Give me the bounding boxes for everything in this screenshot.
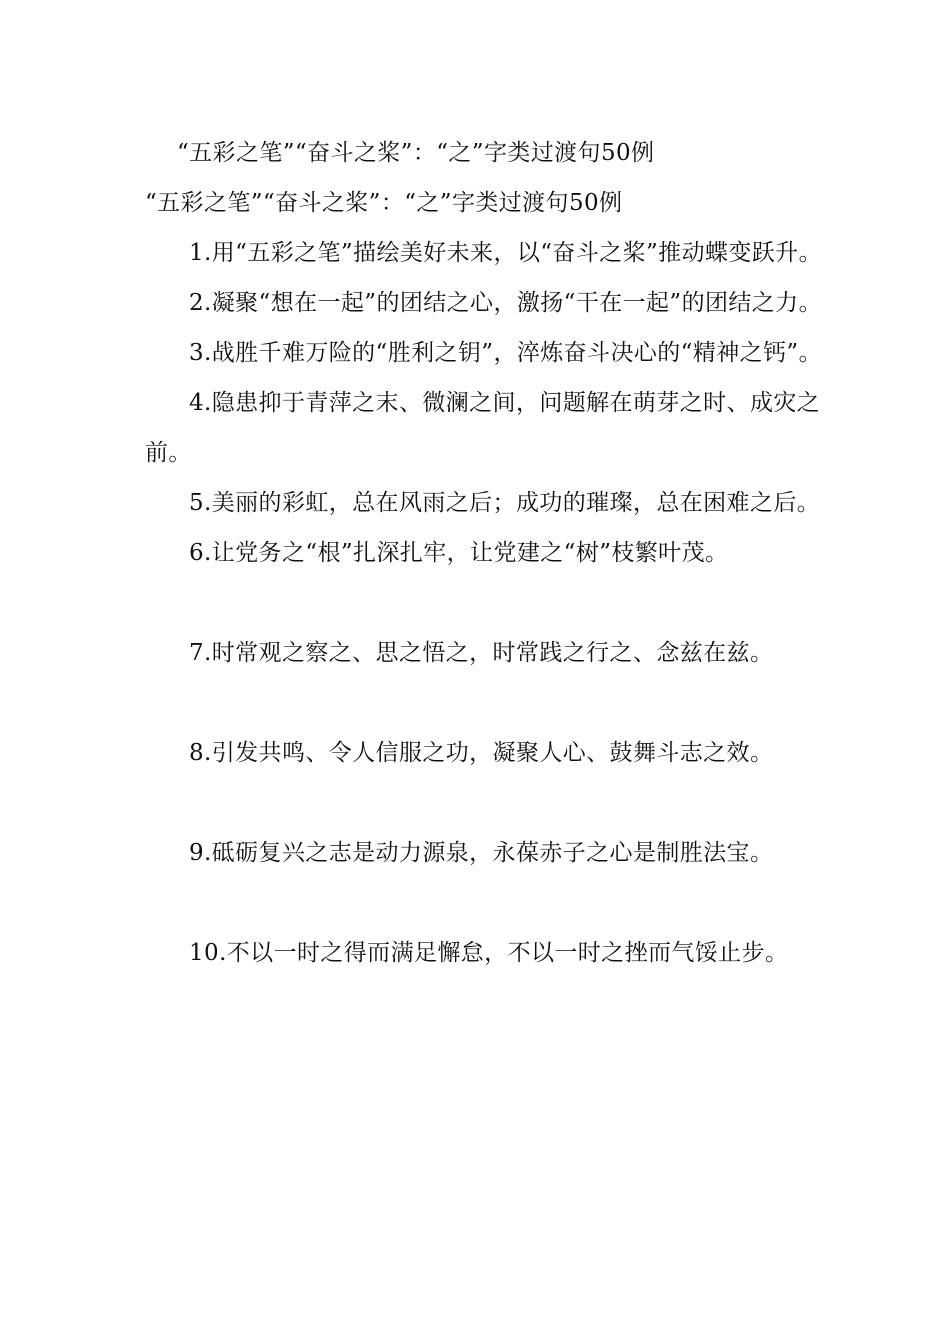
list-item-10: 10.不以一时之得而满足懈怠，不以一时之挫而气馁止步。 — [189, 940, 789, 966]
list-item-7: 7.时常观之察之、思之悟之，时常践之行之、念兹在兹。 — [189, 640, 774, 666]
list-item-2: 2.凝聚“想在一起”的团结之心，激扬“干在一起”的团结之力。 — [189, 290, 822, 316]
list-item-1: 1.用“五彩之笔”描绘美好未来，以“奋斗之桨”推动蝶变跃升。 — [189, 240, 822, 266]
list-item-5: 5.美丽的彩虹，总在风雨之后；成功的璀璨，总在困难之后。 — [189, 490, 821, 516]
document-body — [145, 128, 825, 978]
list-item-3: 3.战胜千难万险的“胜利之钥”，淬炼奋斗决心的“精神之钙”。 — [189, 340, 822, 366]
list-item-8: 8.引发共鸣、令人信服之功，凝聚人心、鼓舞斗志之效。 — [189, 740, 774, 766]
document-title-line-1: “五彩之笔”“奋斗之桨”：“之”字类过渡句50例 — [177, 140, 655, 166]
list-item-6: 6.让党务之“根”扎深扎牢，让党建之“树”枝繁叶茂。 — [189, 540, 729, 566]
document-title-line-2: “五彩之笔”“奋斗之桨”：“之”字类过渡句50例 — [145, 190, 623, 216]
list-item-9: 9.砥砺复兴之志是动力源泉，永葆赤子之心是制胜法宝。 — [189, 840, 774, 866]
list-item-4: 4.隐患抑于青萍之末、微澜之间，问题解在萌芽之时、成灾之前。 — [145, 390, 821, 466]
